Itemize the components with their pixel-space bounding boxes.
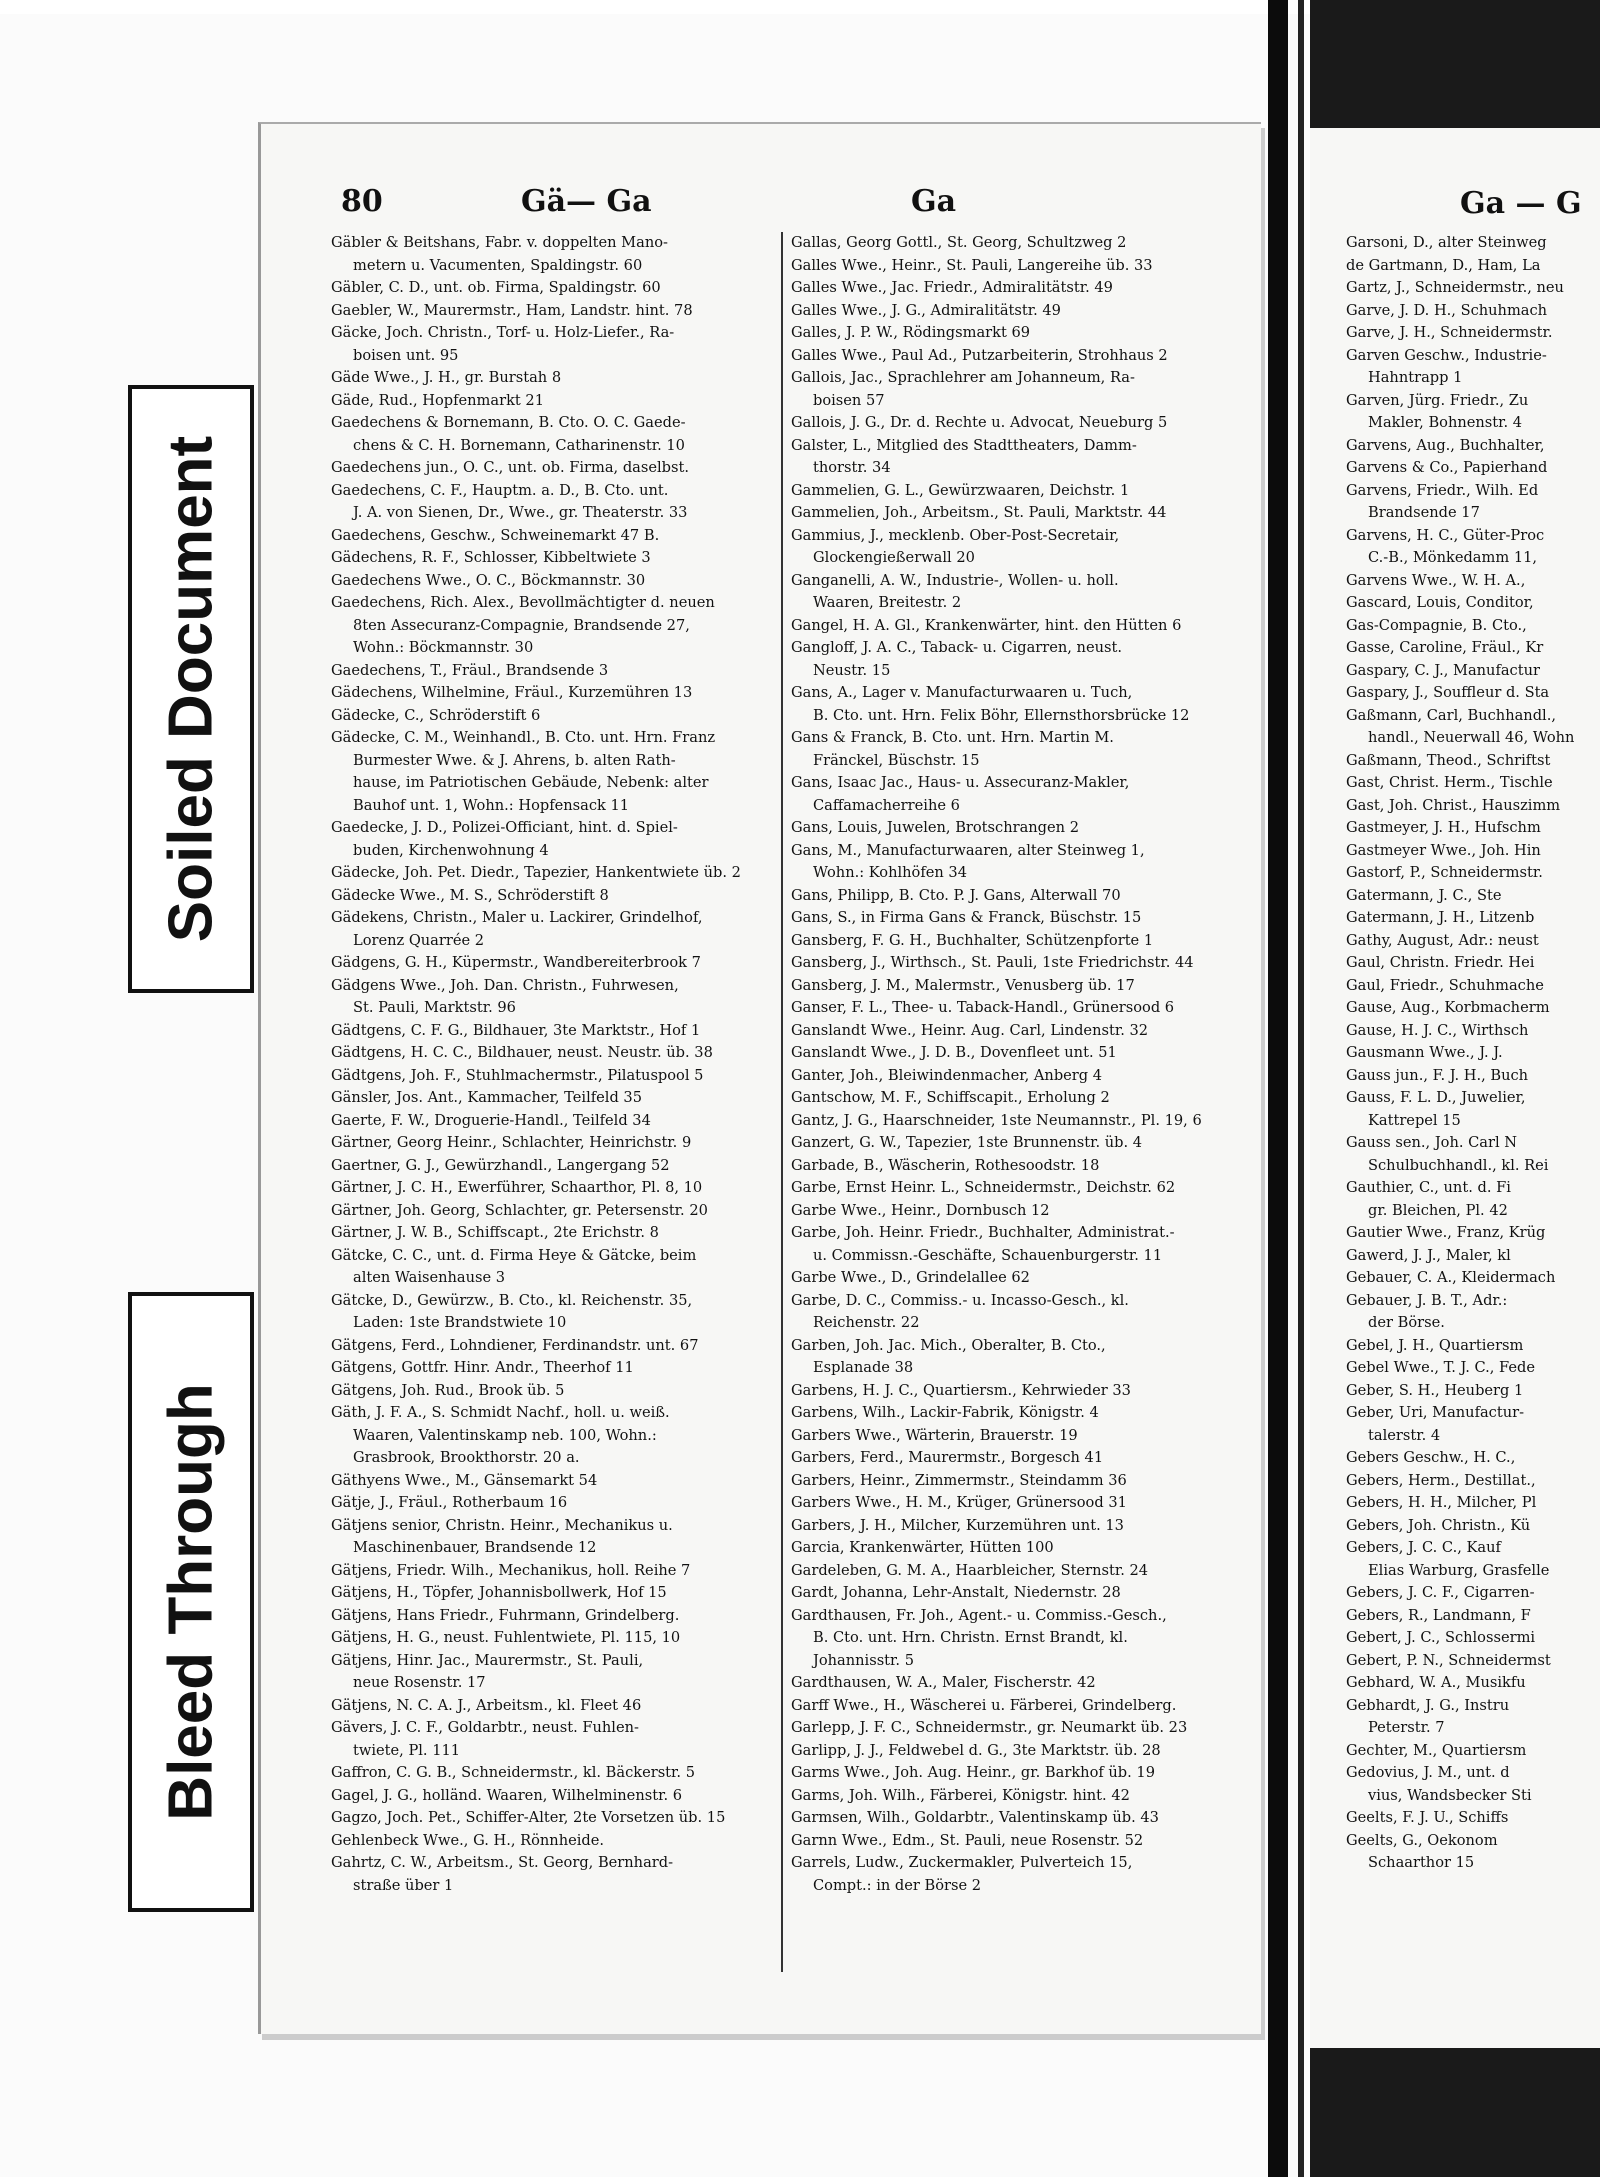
directory-entry: Grasbrook, Brookthorstr. 20 a. bbox=[353, 1449, 580, 1466]
directory-entry: Burmester Wwe. & J. Ahrens, b. alten Rath- bbox=[353, 751, 676, 769]
directory-entry: Gartz, J., Schneidermstr., neu bbox=[1346, 279, 1564, 296]
directory-entry: Gaspary, J., Souffleur d. Sta bbox=[1346, 684, 1550, 701]
directory-entry: Gebers, H. H., Milcher, Pl bbox=[1346, 1494, 1537, 1511]
directory-entry: Ganser, F. L., Thee- u. Taback-Handl., Grünersood 6 bbox=[791, 999, 1175, 1016]
directory-entry: Gardt, Johanna, Lehr-Anstalt, Niedernstr. 28 bbox=[791, 1584, 1121, 1601]
directory-entry: Gaßmann, Theod., Schriftst bbox=[1346, 751, 1551, 769]
directory-entry: Gaspary, C. J., Manufactur bbox=[1346, 661, 1540, 679]
directory-entry: Galles Wwe., Heinr., St. Pauli, Langereihe üb. 33 bbox=[791, 256, 1153, 274]
directory-entry: Gans, Isaac Jac., Haus- u. Assecuranz-Makler, bbox=[791, 774, 1130, 791]
directory-entry: Ganganelli, A. W., Industrie-, Wollen- u. holl. bbox=[791, 571, 1119, 589]
directory-entry: Garvens, Friedr., Wilh. Ed bbox=[1346, 481, 1539, 499]
directory-entry: Gammelien, Joh., Arbeitsm., St. Pauli, Marktstr. 44 bbox=[791, 504, 1167, 521]
directory-entry: Gebauer, C. A., Kleidermach bbox=[1346, 1269, 1556, 1286]
directory-entry: Ganslandt Wwe., Heinr. Aug. Carl, Lindenstr. 32 bbox=[791, 1021, 1149, 1039]
directory-entry: Garlepp, J. F. C., Schneidermstr., gr. Neumarkt üb. 23 bbox=[791, 1719, 1188, 1736]
directory-entry: Gebel Wwe., T. J. C., Fede bbox=[1346, 1359, 1535, 1376]
directory-entry: thorstr. 34 bbox=[813, 459, 891, 476]
directory-column-mid bbox=[791, 232, 1241, 1982]
directory-entry: Compt.: in der Börse 2 bbox=[813, 1876, 982, 1894]
directory-entry: Gathy, August, Adr.: neust bbox=[1346, 931, 1539, 949]
directory-entry: Garven Geschw., Industrie- bbox=[1346, 346, 1547, 364]
directory-entry: u. Commissn.-Geschäfte, Schauenburgerstr. 11 bbox=[813, 1246, 1163, 1264]
directory-entry: Garbe, Ernst Heinr. L., Schneidermstr., Deichstr. 62 bbox=[791, 1179, 1176, 1196]
directory-entry: Gauss, F. L. D., Juwelier, bbox=[1346, 1089, 1526, 1106]
directory-entry: de Gartmann, D., Ham, La bbox=[1346, 256, 1541, 274]
directory-entry: Gaedecke, J. D., Polizei-Officiant, hint. d. Spiel- bbox=[331, 819, 678, 836]
directory-entry: Gast, Christ. Herm., Tischle bbox=[1346, 774, 1553, 791]
directory-entry: Gast, Joh. Christ., Hauszimm bbox=[1346, 796, 1561, 814]
directory-entry: Garmsen, Wilh., Goldarbtr., Valentinskamp üb. 43 bbox=[791, 1809, 1159, 1826]
directory-entry: Waaren, Valentinskamp neb. 100, Wohn.: bbox=[353, 1426, 657, 1444]
directory-entry: Gädecke, Joh. Pet. Diedr., Tapezier, Hankentwiete üb. 2 bbox=[331, 864, 741, 881]
directory-entry: Gautier Wwe., Franz, Krüg bbox=[1346, 1224, 1546, 1241]
directory-entry: Gaebler, W., Maurermstr., Ham, Landstr. hint. 78 bbox=[331, 301, 693, 319]
directory-entry: Garbens, Wilh., Lackir-Fabrik, Königstr. 4 bbox=[791, 1404, 1099, 1421]
directory-entry: Gäthyens Wwe., M., Gänsemarkt 54 bbox=[331, 1471, 598, 1489]
directory-entry: Gätjens, Friedr. Wilh., Mechanikus, holl. Reihe 7 bbox=[331, 1561, 691, 1579]
directory-entry: Elias Warburg, Grasfelle bbox=[1368, 1561, 1550, 1579]
directory-entry: Gallois, Jac., Sprachlehrer am Johanneum, Ra- bbox=[791, 369, 1135, 386]
directory-entry: Garnn Wwe., Edm., St. Pauli, neue Rosenstr. 52 bbox=[791, 1831, 1144, 1849]
directory-entry: Caffamacherreihe 6 bbox=[813, 796, 960, 814]
directory-entry: Gätcke, D., Gewürzw., B. Cto., kl. Reichenstr. 35, bbox=[331, 1291, 693, 1309]
directory-entry: Gatermann, J. H., Litzenb bbox=[1346, 909, 1535, 926]
directory-entry: Gätje, J., Fräul., Rotherbaum 16 bbox=[331, 1494, 568, 1511]
directory-entry: Geelts, F. J. U., Schiffs bbox=[1346, 1809, 1509, 1826]
directory-entry: Gäth, J. F. A., S. Schmidt Nachf., holl. u. weiß. bbox=[331, 1404, 670, 1421]
directory-entry: Neustr. 15 bbox=[813, 661, 891, 679]
directory-entry: Gätjens senior, Christn. Heinr., Mechanikus u. bbox=[331, 1516, 673, 1534]
directory-entry: Garbens, H. J. C., Quartiersm., Kehrwieder 33 bbox=[791, 1381, 1131, 1399]
directory-entry: Gangel, H. A. Gl., Krankenwärter, hint. den Hütten 6 bbox=[791, 616, 1182, 634]
directory-entry: Gävers, J. C. F., Goldarbtr., neust. Fuhlen- bbox=[331, 1719, 639, 1736]
directory-entry: Gebhard, W. A., Musikfu bbox=[1346, 1674, 1526, 1691]
page-gutter-shadow bbox=[1268, 0, 1288, 2177]
directory-entry: Gardthausen, Fr. Joh., Agent.- u. Commiss.-Gesch., bbox=[791, 1606, 1167, 1624]
directory-entry: Gaedechens & Bornemann, B. Cto. O. C. Gaede- bbox=[331, 414, 686, 431]
directory-entry: Gaßmann, Carl, Buchhandl., bbox=[1346, 706, 1556, 724]
directory-entry: Gätgens, Ferd., Lohndiener, Ferdinandstr. unt. 67 bbox=[331, 1336, 699, 1354]
directory-entry: Gas-Compagnie, B. Cto., bbox=[1346, 616, 1527, 634]
directory-entry: Gädtgens, C. F. G., Bildhauer, 3te Marktstr., Hof 1 bbox=[331, 1021, 701, 1039]
directory-entry: Gammelien, G. L., Gewürzwaaren, Deichstr. 1 bbox=[791, 481, 1130, 499]
directory-entry: Gärtner, J. W. B., Schiffscapt., 2te Erichstr. 8 bbox=[331, 1224, 659, 1241]
column-header-left: Gä— Ga bbox=[521, 184, 652, 219]
directory-entry: gr. Bleichen, Pl. 42 bbox=[1368, 1201, 1508, 1219]
directory-entry: Geelts, G., Oekonom bbox=[1346, 1831, 1498, 1849]
directory-entry: Garvens & Co., Papierhand bbox=[1346, 459, 1548, 476]
directory-entry: Gausmann Wwe., J. J. bbox=[1346, 1044, 1503, 1061]
directory-entry: Gebers, J. C. C., Kauf bbox=[1346, 1539, 1501, 1556]
directory-entry: Gangloff, J. A. C., Taback- u. Cigarren, neust. bbox=[791, 639, 1122, 656]
directory-entry: Garbers Wwe., H. M., Krüger, Grünersood 31 bbox=[791, 1494, 1127, 1511]
directory-entry: Garlipp, J. J., Feldwebel d. G., 3te Marktstr. üb. 28 bbox=[791, 1741, 1161, 1759]
directory-entry: Gahrtz, C. W., Arbeitsm., St. Georg, Bernhard- bbox=[331, 1854, 674, 1871]
directory-entry: Gastorf, P., Schneidermstr. bbox=[1346, 864, 1543, 881]
directory-entry: Reichenstr. 22 bbox=[813, 1314, 920, 1331]
directory-entry: neue Rosenstr. 17 bbox=[353, 1674, 486, 1691]
directory-entry: Gallas, Georg Gottl., St. Georg, Schultzweg 2 bbox=[791, 234, 1127, 251]
directory-entry: Gärtner, J. C. H., Ewerführer, Schaarthor, Pl. 8, 10 bbox=[331, 1179, 703, 1196]
directory-entry: Peterstr. 7 bbox=[1368, 1719, 1445, 1736]
directory-entry: Gause, Aug., Korbmacherm bbox=[1346, 999, 1550, 1016]
directory-entry: Fränckel, Büschstr. 15 bbox=[813, 751, 980, 769]
directory-entry: Schulbuchhandl., kl. Rei bbox=[1368, 1156, 1549, 1174]
directory-entry: Gasse, Caroline, Fräul., Kr bbox=[1346, 639, 1544, 656]
directory-entry: Garben, Joh. Jac. Mich., Oberalter, B. Cto., bbox=[791, 1336, 1106, 1354]
directory-entry: Gagzo, Joch. Pet., Schiffer-Alter, 2te Vorsetzen üb. 15 bbox=[331, 1809, 726, 1826]
directory-entry: twiete, Pl. 111 bbox=[353, 1741, 461, 1759]
directory-entry: Gaedechens jun., O. C., unt. ob. Firma, daselbst. bbox=[331, 459, 690, 476]
directory-entry: Brandsende 17 bbox=[1368, 504, 1480, 521]
directory-entry: Gans, A., Lager v. Manufacturwaaren u. Tuch, bbox=[791, 684, 1133, 701]
directory-entry: Wohn.: Kohlhöfen 34 bbox=[813, 864, 967, 881]
directory-entry: Gantschow, M. F., Schiffscapit., Erholung 2 bbox=[791, 1089, 1110, 1106]
directory-entry: Laden: 1ste Brandstwiete 10 bbox=[353, 1314, 567, 1331]
directory-entry: Gäde, Rud., Hopfenmarkt 21 bbox=[331, 391, 544, 409]
directory-entry: Gätjens, N. C. A. J., Arbeitsm., kl. Fleet 46 bbox=[331, 1696, 642, 1714]
directory-entry: boisen unt. 95 bbox=[353, 346, 459, 364]
directory-entry: Esplanade 38 bbox=[813, 1359, 914, 1376]
directory-entry: Gans, M., Manufacturwaaren, alter Steinweg 1, bbox=[791, 841, 1145, 859]
directory-entry: Garbers, Ferd., Maurermstr., Borgesch 41 bbox=[791, 1449, 1104, 1466]
directory-entry: Gädechens, Wilhelmine, Fräul., Kurzemühren 13 bbox=[331, 684, 693, 701]
directory-entry: Gäcke, Joch. Christn., Torf- u. Holz-Liefer., Ra- bbox=[331, 324, 675, 341]
directory-entry: talerstr. 4 bbox=[1368, 1426, 1441, 1444]
directory-entry: Gauthier, C., unt. d. Fi bbox=[1346, 1179, 1511, 1196]
directory-entry: Garbers Wwe., Wärterin, Brauerstr. 19 bbox=[791, 1426, 1078, 1444]
directory-entry: Garve, J. H., Schneidermstr. bbox=[1346, 324, 1553, 341]
directory-entry: Garvens, H. C., Güter-Proc bbox=[1346, 526, 1545, 544]
directory-entry: Gechter, M., Quartiersm bbox=[1346, 1741, 1527, 1759]
directory-entry: Gaul, Friedr., Schuhmache bbox=[1346, 976, 1544, 994]
document-page-right bbox=[1310, 128, 1600, 2048]
directory-entry: handl., Neuerwall 46, Wohn bbox=[1368, 729, 1575, 746]
directory-entry: Garms Wwe., Joh. Aug. Heinr., gr. Barkhof üb. 19 bbox=[791, 1764, 1155, 1781]
directory-entry: Garbe Wwe., Heinr., Dornbusch 12 bbox=[791, 1201, 1050, 1219]
directory-entry: Garcia, Krankenwärter, Hütten 100 bbox=[791, 1539, 1054, 1556]
directory-entry: Gebers, J. C. F., Cigarren- bbox=[1346, 1584, 1535, 1601]
directory-entry: Gaerte, F. W., Droguerie-Handl., Teilfeld 34 bbox=[331, 1111, 651, 1129]
page-number: 80 bbox=[341, 184, 383, 219]
directory-entry: Gebers Geschw., H. C., bbox=[1346, 1449, 1516, 1466]
directory-entry: Gaedechens, T., Fräul., Brandsende 3 bbox=[331, 661, 609, 679]
directory-entry: hause, im Patriotischen Gebäude, Nebenk: alter bbox=[353, 774, 709, 791]
directory-entry: Gädtgens, Joh. F., Stuhlmachermstr., Pilatuspool 5 bbox=[331, 1066, 704, 1084]
directory-entry: Gädtgens, H. C. C., Bildhauer, neust. Neustr. üb. 38 bbox=[331, 1044, 713, 1061]
directory-entry: Gätgens, Joh. Rud., Brook üb. 5 bbox=[331, 1381, 565, 1399]
directory-column-left bbox=[331, 232, 781, 1982]
directory-entry: Gantz, J. G., Haarschneider, 1ste Neumannstr., Pl. 19, 6 bbox=[791, 1111, 1202, 1129]
directory-entry: Garbe Wwe., D., Grindelallee 62 bbox=[791, 1269, 1030, 1286]
directory-entry: Garff Wwe., H., Wäscherei u. Färberei, Grindelberg. bbox=[791, 1696, 1177, 1714]
directory-entry: Garvens, Aug., Buchhalter, bbox=[1346, 436, 1545, 454]
directory-entry: Garbers, J. H., Milcher, Kurzemühren unt. 13 bbox=[791, 1516, 1124, 1534]
directory-entry: Gans, Louis, Juwelen, Brotschrangen 2 bbox=[791, 819, 1079, 836]
directory-entry: Garbe, D. C., Commiss.- u. Incasso-Gesch., kl. bbox=[791, 1291, 1129, 1309]
directory-entry: Schaarthor 15 bbox=[1368, 1854, 1475, 1871]
directory-entry: vius, Wandsbecker Sti bbox=[1368, 1786, 1532, 1804]
directory-entry: Gardeleben, G. M. A., Haarbleicher, Sternstr. 24 bbox=[791, 1561, 1149, 1579]
directory-entry: Garrels, Ludw., Zuckermakler, Pulverteich 15, bbox=[791, 1854, 1133, 1871]
directory-entry: Gädechens, R. F., Schlosser, Kibbeltwiete 3 bbox=[331, 549, 651, 566]
directory-entry: Garms, Joh. Wilh., Färberei, Königstr. hint. 42 bbox=[791, 1786, 1130, 1804]
directory-entry: chens & C. H. Bornemann, Catharinenstr. 10 bbox=[353, 436, 685, 454]
directory-entry: Gans & Franck, B. Cto. unt. Hrn. Martin M. bbox=[791, 729, 1114, 746]
directory-entry: Wohn.: Böckmannstr. 30 bbox=[353, 639, 534, 656]
directory-entry: Garvens Wwe., W. H. A., bbox=[1346, 571, 1526, 589]
directory-entry: Gaedechens, C. F., Hauptm. a. D., B. Cto. unt. bbox=[331, 481, 669, 499]
directory-entry: Gädgens Wwe., Joh. Dan. Christn., Fuhrwesen, bbox=[331, 976, 679, 994]
directory-entry: Gardthausen, W. A., Maler, Fischerstr. 42 bbox=[791, 1674, 1096, 1691]
directory-entry: der Börse. bbox=[1368, 1314, 1445, 1331]
directory-entry: Galles Wwe., J. G., Admiralitätstr. 49 bbox=[791, 301, 1061, 319]
directory-entry: Lorenz Quarrée 2 bbox=[353, 931, 485, 949]
directory-entry: straße über 1 bbox=[353, 1876, 454, 1894]
directory-entry: Gastmeyer Wwe., Joh. Hin bbox=[1346, 841, 1541, 859]
directory-entry: J. A. von Sienen, Dr., Wwe., gr. Theaterstr. 33 bbox=[353, 504, 688, 521]
directory-entry: B. Cto. unt. Hrn. Christn. Ernst Brandt, kl. bbox=[813, 1629, 1128, 1646]
directory-entry: Hahntrapp 1 bbox=[1368, 369, 1463, 386]
directory-entry: metern u. Vacumenten, Spaldingstr. 60 bbox=[353, 256, 643, 274]
soiled-document-label bbox=[128, 385, 254, 993]
directory-entry: Gaedechens, Rich. Alex., Bevollmächtigter d. neuen bbox=[331, 594, 715, 611]
directory-entry: Gansberg, J., Wirthsch., St. Pauli, 1ste Friedrichstr. 44 bbox=[791, 954, 1194, 971]
directory-entry: Bauhof unt. 1, Wohn.: Hopfensack 11 bbox=[353, 796, 630, 814]
directory-entry: Gatermann, J. C., Ste bbox=[1346, 886, 1502, 904]
directory-entry: Gawerd, J. J., Maler, kl bbox=[1346, 1246, 1511, 1264]
directory-entry: Garbade, B., Wäscherin, Rothesoodstr. 18 bbox=[791, 1156, 1100, 1174]
directory-entry: Gehlenbeck Wwe., G. H., Rönnheide. bbox=[331, 1831, 605, 1849]
directory-entry: Geber, S. H., Heuberg 1 bbox=[1346, 1381, 1524, 1399]
directory-entry: Galles, J. P. W., Rödingsmarkt 69 bbox=[791, 324, 1031, 341]
directory-entry: Gastmeyer, J. H., Hufschm bbox=[1346, 819, 1541, 836]
directory-entry: Garsoni, D., alter Steinweg bbox=[1346, 234, 1547, 251]
bleed-through-label-text: Bleed Through bbox=[156, 1383, 226, 1821]
bleed-through-label bbox=[128, 1292, 254, 1912]
directory-entry: Gammius, J., mecklenb. Ober-Post-Secretair, bbox=[791, 526, 1120, 544]
soiled-document-label-text: Soiled Document bbox=[156, 435, 226, 943]
directory-column-right bbox=[1346, 232, 1600, 2032]
directory-entry: Gascard, Louis, Conditor, bbox=[1346, 594, 1534, 611]
page-gutter-line bbox=[1298, 0, 1304, 2177]
directory-entry: Gauss sen., Joh. Carl N bbox=[1346, 1134, 1518, 1151]
directory-entry: Gädekens, Christn., Maler u. Lackirer, Grindelhof, bbox=[331, 909, 703, 926]
directory-entry: 8ten Assecuranz-Compagnie, Brandsende 27, bbox=[353, 616, 690, 634]
directory-entry: Gans, S., in Firma Gans & Franck, Büschstr. 15 bbox=[791, 909, 1142, 926]
directory-entry: Galster, L., Mitglied des Stadttheaters, Damm- bbox=[791, 436, 1137, 454]
directory-entry: Gaffron, C. G. B., Schneidermstr., kl. Bäckerstr. 5 bbox=[331, 1764, 695, 1781]
directory-entry: Gebel, J. H., Quartiersm bbox=[1346, 1336, 1524, 1354]
directory-entry: Gänsler, Jos. Ant., Kammacher, Teilfeld 35 bbox=[331, 1089, 642, 1106]
directory-entry: Gäde Wwe., J. H., gr. Burstah 8 bbox=[331, 369, 562, 386]
directory-entry: Gansberg, F. G. H., Buchhalter, Schützenpforte 1 bbox=[791, 931, 1154, 949]
directory-entry: buden, Kirchenwohnung 4 bbox=[353, 841, 549, 859]
directory-entry: alten Waisenhause 3 bbox=[353, 1269, 506, 1286]
column-header-mid: Ga bbox=[911, 184, 957, 219]
directory-entry: Gätjens, H., Töpfer, Johannisbollwerk, Hof 15 bbox=[331, 1584, 667, 1601]
directory-entry: Gärtner, Joh. Georg, Schlachter, gr. Petersenstr. 20 bbox=[331, 1201, 708, 1219]
directory-entry: Galles Wwe., Jac. Friedr., Admiralitätstr. 49 bbox=[791, 279, 1113, 296]
directory-entry: Gätjens, Hinr. Jac., Maurermstr., St. Pauli, bbox=[331, 1651, 644, 1669]
directory-entry: Gaedechens Wwe., O. C., Böckmannstr. 30 bbox=[331, 571, 646, 589]
directory-entry: Gäbler, C. D., unt. ob. Firma, Spaldingstr. 60 bbox=[331, 279, 661, 296]
directory-entry: Gätgens, Gottfr. Hinr. Andr., Theerhof 11 bbox=[331, 1359, 634, 1376]
directory-entry: Gädecke, C. M., Weinhandl., B. Cto. unt. Hrn. Franz bbox=[331, 729, 716, 746]
directory-entry: Gebert, J. C., Schlossermi bbox=[1346, 1629, 1536, 1646]
directory-entry: Gaedechens, Geschw., Schweinemarkt 47 B. bbox=[331, 526, 660, 544]
directory-entry: Gädgens, G. H., Küpermstr., Wandbereiterbrook 7 bbox=[331, 954, 701, 971]
directory-entry: Gebers, R., Landmann, F bbox=[1346, 1606, 1531, 1624]
page-header bbox=[331, 184, 1231, 228]
directory-entry: Makler, Bohnenstr. 4 bbox=[1368, 414, 1523, 431]
directory-entry: Gebers, Joh. Christn., Kü bbox=[1346, 1516, 1531, 1534]
directory-entry: Gedovius, J. M., unt. d bbox=[1346, 1764, 1510, 1781]
directory-entry: Ganslandt Wwe., J. D. B., Dovenfleet unt. 51 bbox=[791, 1044, 1117, 1061]
directory-entry: Gätjens, Hans Friedr., Fuhrmann, Grindelberg. bbox=[331, 1606, 680, 1624]
directory-entry: Garve, J. D. H., Schuhmach bbox=[1346, 301, 1548, 319]
directory-entry: Gebauer, J. B. T., Adr.: bbox=[1346, 1291, 1508, 1309]
directory-entry: Waaren, Breitestr. 2 bbox=[813, 594, 962, 611]
directory-entry: Gansberg, J. M., Malermstr., Venusberg üb. 17 bbox=[791, 976, 1135, 994]
directory-entry: Glockengießerwall 20 bbox=[813, 549, 975, 566]
directory-entry: Garbers, Heinr., Zimmermstr., Steindamm 36 bbox=[791, 1471, 1127, 1489]
directory-entry: Gätcke, C. C., unt. d. Firma Heye & Gätcke, beim bbox=[331, 1246, 697, 1264]
directory-entry: Maschinenbauer, Brandsende 12 bbox=[353, 1539, 597, 1556]
directory-entry: Gäbler & Beitshans, Fabr. v. doppelten Mano- bbox=[331, 234, 668, 251]
directory-entry: Gaul, Christn. Friedr. Hei bbox=[1346, 954, 1535, 971]
directory-entry: Gärtner, Georg Heinr., Schlachter, Heinrichstr. 9 bbox=[331, 1134, 692, 1151]
directory-entry: Gebers, Herm., Destillat., bbox=[1346, 1471, 1536, 1489]
directory-entry: Gagel, J. G., holländ. Waaren, Wilhelminenstr. 6 bbox=[331, 1786, 683, 1804]
directory-entry: Johannisstr. 5 bbox=[813, 1651, 914, 1669]
directory-entry: B. Cto. unt. Hrn. Felix Böhr, Ellernsthorsbrücke 12 bbox=[813, 706, 1190, 724]
directory-entry: Ganzert, G. W., Tapezier, 1ste Brunnenstr. üb. 4 bbox=[791, 1134, 1143, 1151]
directory-entry: Gallois, J. G., Dr. d. Rechte u. Advocat, Neueburg 5 bbox=[791, 414, 1168, 431]
directory-entry: St. Pauli, Marktstr. 96 bbox=[353, 999, 516, 1016]
document-page-left bbox=[258, 122, 1261, 2034]
directory-entry: Gätjens, H. G., neust. Fuhlentwiete, Pl. 115, 10 bbox=[331, 1629, 681, 1646]
directory-entry: C.-B., Mönkedamm 11, bbox=[1368, 549, 1538, 566]
page-header-right: Ga — G bbox=[1460, 186, 1582, 221]
directory-entry: Garven, Jürg. Friedr., Zu bbox=[1346, 391, 1529, 409]
directory-entry: Gebert, P. N., Schneidermst bbox=[1346, 1651, 1551, 1669]
directory-entry: Gaertner, G. J., Gewürzhandl., Langergang 52 bbox=[331, 1156, 670, 1174]
directory-entry: boisen 57 bbox=[813, 391, 885, 409]
directory-entry: Garbe, Joh. Heinr. Friedr., Buchhalter, Administrat.- bbox=[791, 1224, 1175, 1241]
directory-entry: Galles Wwe., Paul Ad., Putzarbeiterin, Strohhaus 2 bbox=[791, 346, 1168, 364]
directory-entry: Gebhardt, J. G., Instru bbox=[1346, 1696, 1510, 1714]
directory-entry: Gause, H. J. C., Wirthsch bbox=[1346, 1021, 1529, 1039]
column-divider bbox=[781, 232, 783, 1972]
directory-entry: Geber, Uri, Manufactur- bbox=[1346, 1404, 1525, 1421]
directory-entry: Ganter, Joh., Bleiwindenmacher, Anberg 4 bbox=[791, 1066, 1103, 1084]
directory-entry: Gauss jun., F. J. H., Buch bbox=[1346, 1066, 1529, 1084]
directory-entry: Kattrepel 15 bbox=[1368, 1111, 1461, 1129]
directory-entry: Gans, Philipp, B. Cto. P. J. Gans, Alterwall 70 bbox=[791, 886, 1121, 904]
directory-entry: Gädecke, C., Schröderstift 6 bbox=[331, 706, 541, 724]
directory-entry: Gädecke Wwe., M. S., Schröderstift 8 bbox=[331, 886, 609, 904]
